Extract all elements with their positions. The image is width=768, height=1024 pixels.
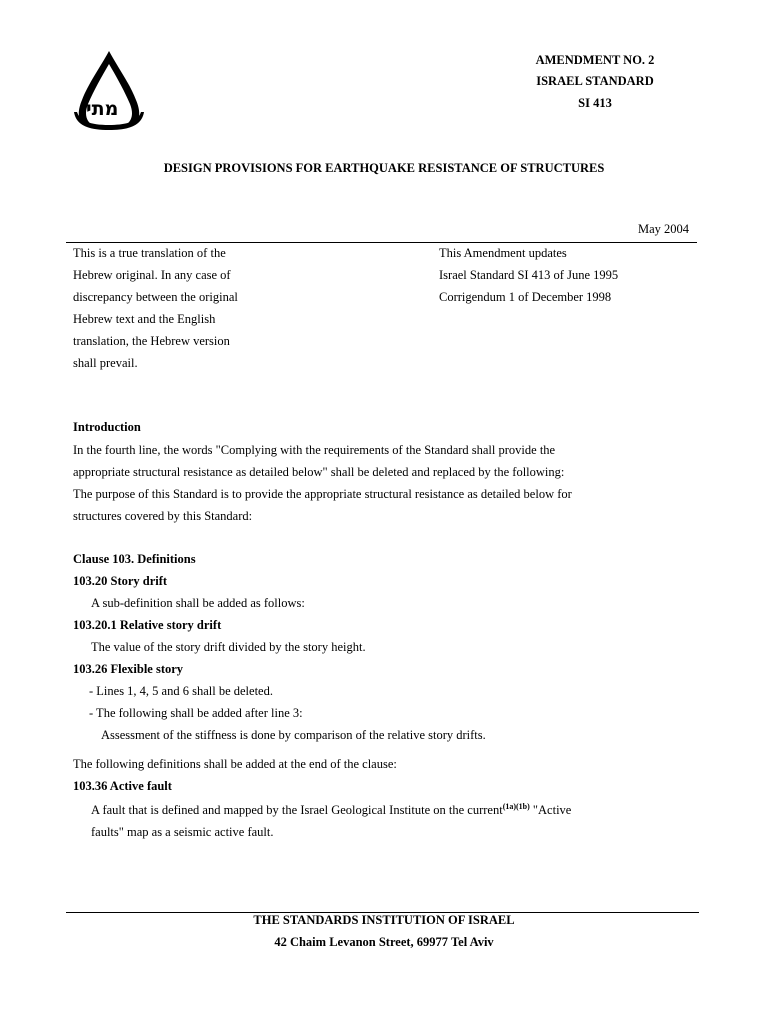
definition-heading-103-26: 103.26 Flexible story <box>73 662 184 676</box>
top-divider <box>66 242 697 243</box>
update-line: This Amendment updates <box>439 246 567 260</box>
definition-text-103-20-1: The value of the story drift divided by the story height. <box>91 640 366 654</box>
standard-number: SI 413 <box>578 96 612 110</box>
definition-text-103-20: A sub-definition shall be added as follows: <box>91 596 305 610</box>
introduction-line: structures covered by this Standard: <box>73 509 253 523</box>
introduction-line: In the fourth line, the words "Complying with the requirements of the Standard shall provide the <box>73 443 556 457</box>
logo-hebrew-text: מתי <box>86 98 119 120</box>
document-date: May 2004 <box>638 222 690 236</box>
sii-logo <box>68 48 150 136</box>
footer-address: 42 Chaim Levanon Street, 69977 Tel Aviv <box>274 935 494 949</box>
definition-text-103-26-c: Assessment of the stiffness is done by comparison of the relative story drifts. <box>101 728 486 742</box>
update-line: Corrigendum 1 of December 1998 <box>439 290 612 304</box>
definition-text-103-36-main: A fault that is defined and mapped by the Israel Geological Institute on the current <box>91 803 503 818</box>
definition-text-103-26-a: - Lines 1, 4, 5 and 6 shall be deleted. <box>89 684 273 698</box>
introduction-line: The purpose of this Standard is to provide the appropriate structural resistance as detailed below for <box>73 487 572 501</box>
definition-text-103-36-tail: "Active <box>529 803 572 818</box>
notice-line: Hebrew text and the English <box>73 312 216 326</box>
definition-heading-103-20: 103.20 Story drift <box>73 574 168 588</box>
notice-line: This is a true translation of the <box>73 246 226 260</box>
definition-text-103-26-b: - The following shall be added after line 3: <box>89 706 303 720</box>
notice-line: Hebrew original. In any case of <box>73 268 231 282</box>
notice-line: translation, the Hebrew version <box>73 334 230 348</box>
definition-text-103-36-b: faults" map as a seismic active fault. <box>91 825 274 839</box>
footer-organization: THE STANDARDS INSTITUTION OF ISRAEL <box>253 913 515 927</box>
notice-line: shall prevail. <box>73 356 138 370</box>
definition-heading-103-20-1: 103.20.1 Relative story drift <box>73 618 222 632</box>
following-definitions-text: The following definitions shall be added at the end of the clause: <box>73 757 397 771</box>
clause-heading: Clause 103. Definitions <box>73 552 196 566</box>
standard-label: ISRAEL STANDARD <box>536 74 654 88</box>
document-title: DESIGN PROVISIONS FOR EARTHQUAKE RESISTANCE OF STRUCTURES <box>163 161 605 175</box>
footnote-reference: (1a)(1b) <box>502 802 530 811</box>
introduction-heading: Introduction <box>73 420 141 434</box>
definition-heading-103-36: 103.36 Active fault <box>73 779 172 793</box>
notice-line: discrepancy between the original <box>73 290 238 304</box>
amendment-number: AMENDMENT NO. 2 <box>535 53 655 67</box>
definition-text-103-36-a <box>91 802 571 818</box>
update-line: Israel Standard SI 413 of June 1995 <box>439 268 619 282</box>
introduction-line: appropriate structural resistance as detailed below" shall be deleted and replaced by the following: <box>73 465 565 479</box>
